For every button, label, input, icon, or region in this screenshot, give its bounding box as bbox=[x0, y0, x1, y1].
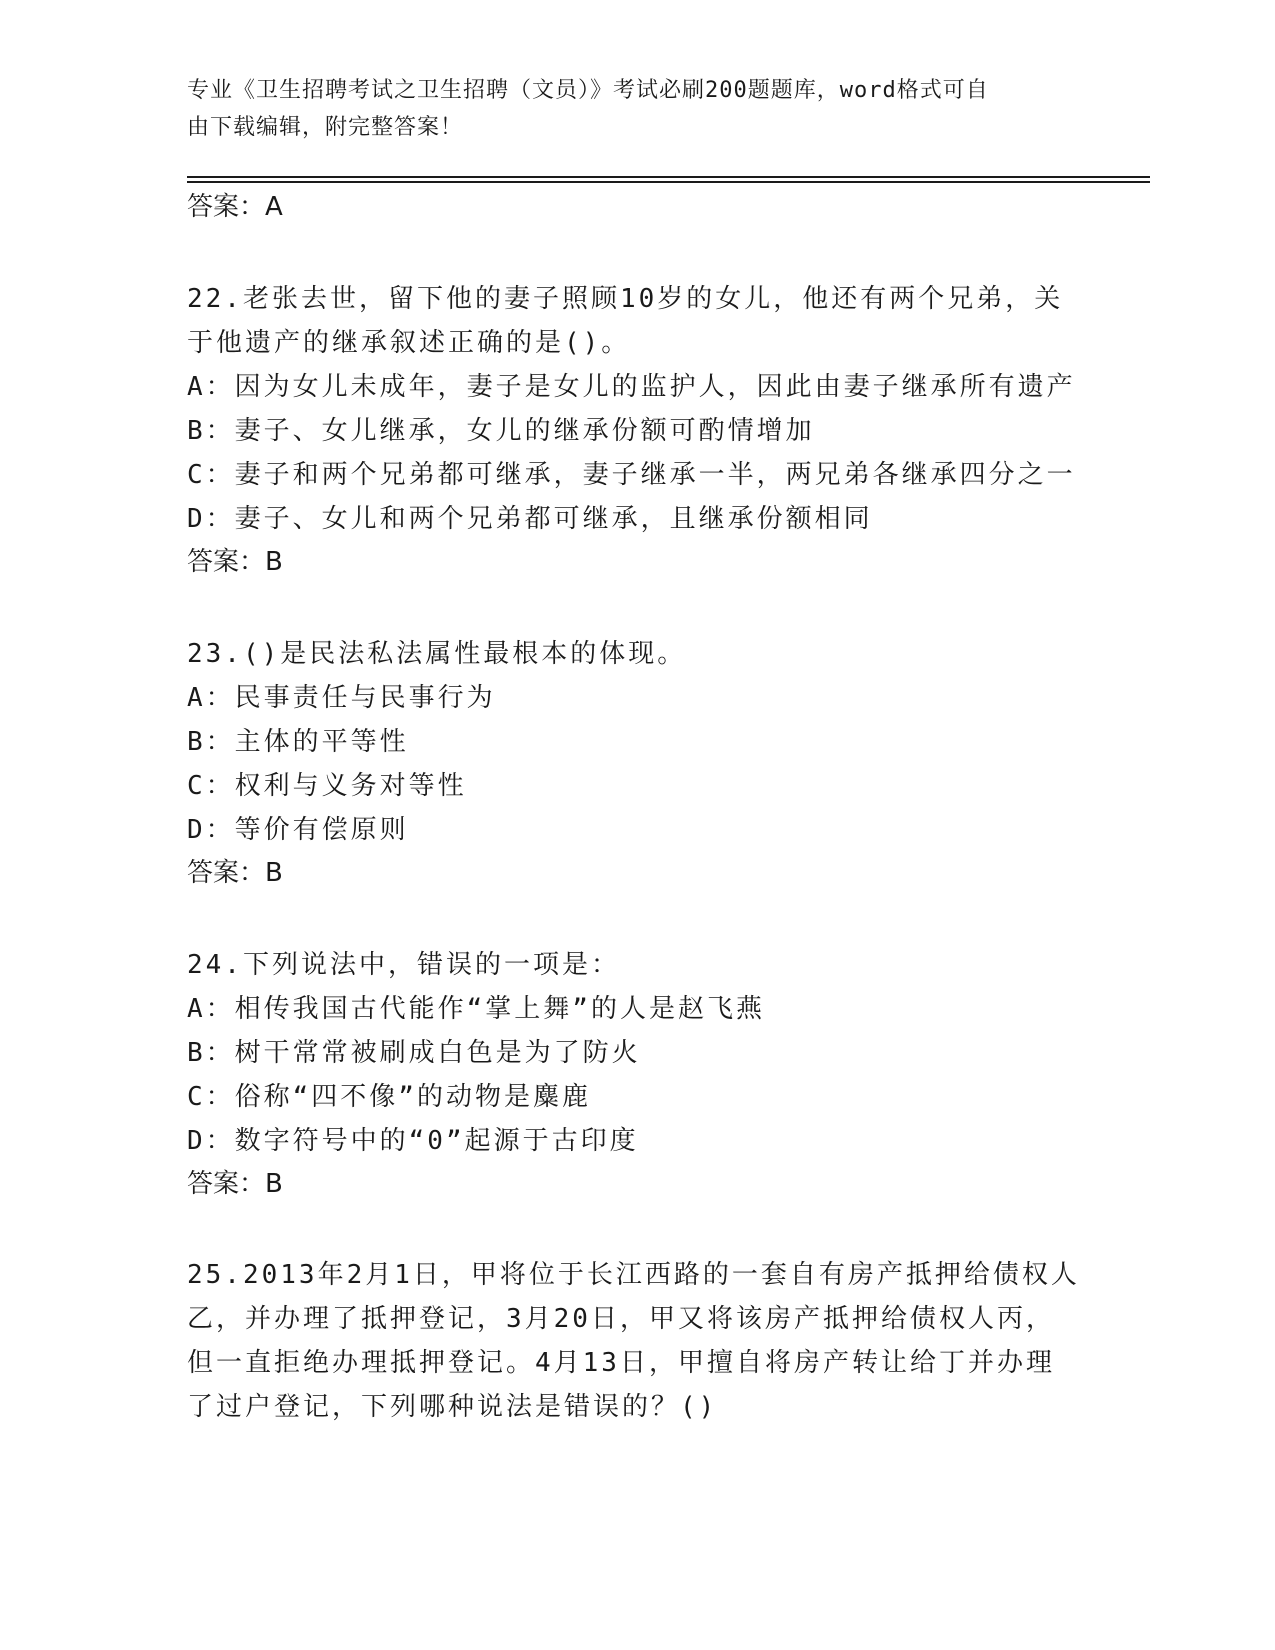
header-divider-top bbox=[187, 176, 1150, 178]
q23-option-d: D：等价有偿原则 bbox=[187, 815, 409, 845]
q23-stem-line-1: 23.()是民法私法属性最根本的体现。 bbox=[187, 639, 687, 669]
q25-stem-line-4: 了过户登记，下列哪种说法是错误的？() bbox=[187, 1392, 718, 1422]
previous-answer: 答案：A bbox=[187, 192, 283, 222]
q23-option-c: C：权利与义务对等性 bbox=[187, 771, 467, 801]
q22-answer: 答案：B bbox=[187, 547, 283, 577]
document-header bbox=[187, 72, 1087, 146]
q25-stem-line-3: 但一直拒绝办理抵押登记。4月13日，甲擅自将房产转让给丁并办理 bbox=[187, 1348, 1055, 1378]
q22-stem-line-1: 22.老张去世，留下他的妻子照顾10岁的女儿，他还有两个兄弟，关 bbox=[187, 284, 1064, 314]
q23-answer: 答案：B bbox=[187, 858, 283, 888]
q23-option-a: A：民事责任与民事行为 bbox=[187, 683, 496, 713]
q24-option-c: C：俗称“四不像”的动物是麋鹿 bbox=[187, 1082, 591, 1112]
q24-stem-line-1: 24.下列说法中，错误的一项是： bbox=[187, 950, 620, 980]
q25-stem-line-1: 25.2013年2月1日，甲将位于长江西路的一套自有房产抵押给债权人 bbox=[187, 1260, 1080, 1290]
q22-option-c: C：妻子和两个兄弟都可继承，妻子继承一半，两兄弟各继承四分之一 bbox=[187, 460, 1076, 490]
q22-option-a: A：因为女儿未成年，妻子是女儿的监护人，因此由妻子继承所有遗产 bbox=[187, 372, 1076, 402]
q22-option-d: D：妻子、女儿和两个兄弟都可继承，且继承份额相同 bbox=[187, 504, 873, 534]
q24-option-d: D：数字符号中的“0”起源于古印度 bbox=[187, 1126, 639, 1156]
q23-option-b: B：主体的平等性 bbox=[187, 727, 409, 757]
header-line-1: 专业《卫生招聘考试之卫生招聘（文员）》考试必刷200题题库，word格式可自 bbox=[187, 78, 989, 103]
q25-stem-line-2: 乙，并办理了抵押登记，3月20日，甲又将该房产抵押给债权人丙， bbox=[187, 1304, 1055, 1334]
header-line-2: 由下载编辑，附完整答案！ bbox=[187, 115, 464, 140]
q24-option-b: B：树干常常被刷成白色是为了防火 bbox=[187, 1038, 641, 1068]
q24-answer: 答案：B bbox=[187, 1169, 283, 1199]
q24-option-a: A：相传我国古代能作“掌上舞”的人是赵飞燕 bbox=[187, 994, 765, 1024]
q22-stem-line-2: 于他遗产的继承叙述正确的是()。 bbox=[187, 328, 631, 358]
header-divider-bottom bbox=[187, 181, 1150, 183]
q22-option-b: B：妻子、女儿继承，女儿的继承份额可酌情增加 bbox=[187, 416, 815, 446]
